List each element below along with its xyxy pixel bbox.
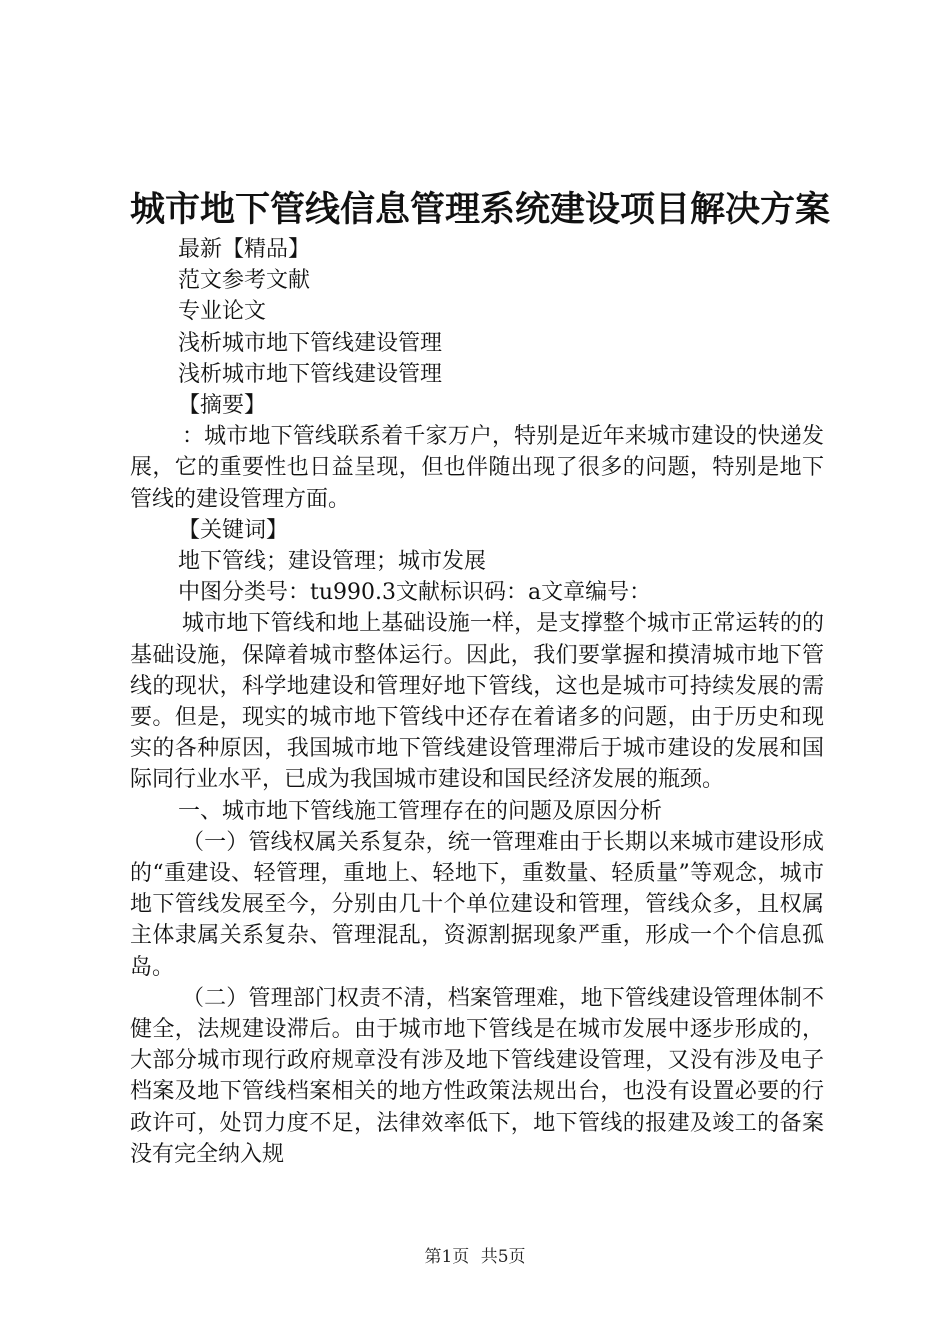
document-title: 城市地下管线信息管理系统建设项目解决方案	[130, 189, 831, 230]
header-line: 最新【精品】	[178, 237, 311, 262]
header-line: 浅析城市地下管线建设管理	[178, 330, 443, 356]
section-heading: 一、城市地下管线施工管理存在的问题及原因分析	[178, 798, 663, 824]
classification-line: 中图分类号：tu990.3文献标识码：a文章编号：	[178, 580, 652, 606]
keywords-label: 【关键词】	[178, 517, 289, 543]
header-line: 专业论文	[178, 299, 267, 325]
abstract-text: ：城市地下管线联系着千家万户，特别是近年来城市建设的快递发展，它的重要性也日益呈现，但也伴随出现了很多的问题，特别是地下管线的建设管理方面。	[130, 424, 824, 512]
header-line: 浅析城市地下管线建设管理	[178, 361, 443, 387]
page-footer	[0, 1242, 950, 1267]
header-line: 范文参考文献	[178, 268, 311, 294]
body-paragraph: 城市地下管线和地上基础设施一样，是支撑整个城市正常运转的的基础设施，保障着城市整体运行。因此，我们要掌握和摸清城市地下管线的现状，科学地建设和管理好地下管线，这也是城市可持续发展的需要。但是，现实的城市地下管线中还存在着诸多的问题，由于历史和现实的各种原因，我国城市地下管线建设管理滞后于城市建设的发展和国际同行业水平，已成为我国城市建设和国民经济发展的瓶颈。	[130, 611, 824, 793]
section-paragraph: （一）管线权属关系复杂，统一管理难由于长期以来城市建设形成的“重建设、轻管理，重地上、轻地下，重数量、轻质量”等观念，城市地下管线发展至今，分别由几十个单位建设和管理，管线众多，且权属主体隶属关系复杂、管理混乱，资源割据现象严重，形成一个个信息孤岛。	[130, 829, 824, 980]
abstract-label: 【摘要】	[178, 393, 267, 419]
keywords-text: 地下管线；建设管理；城市发展	[178, 549, 487, 575]
document-body	[130, 234, 824, 1170]
page-number: 第1页	[424, 1247, 470, 1267]
page-total: 共5页	[480, 1247, 526, 1267]
section-paragraph: （二）管理部门权责不清，档案管理难，地下管线建设管理体制不健全，法规建设滞后。由于城市地下管线是在城市发展中逐步形成的，大部分城市现行政府规章没有涉及地下管线建设管理，又没有涉及电子档案及地下管线档案相关的地方性政策法规出台，也没有设置必要的行政许可，处罚力度不足，法律效率低下，地下管线的报建及竣工的备案没有完全纳入规	[130, 985, 824, 1167]
